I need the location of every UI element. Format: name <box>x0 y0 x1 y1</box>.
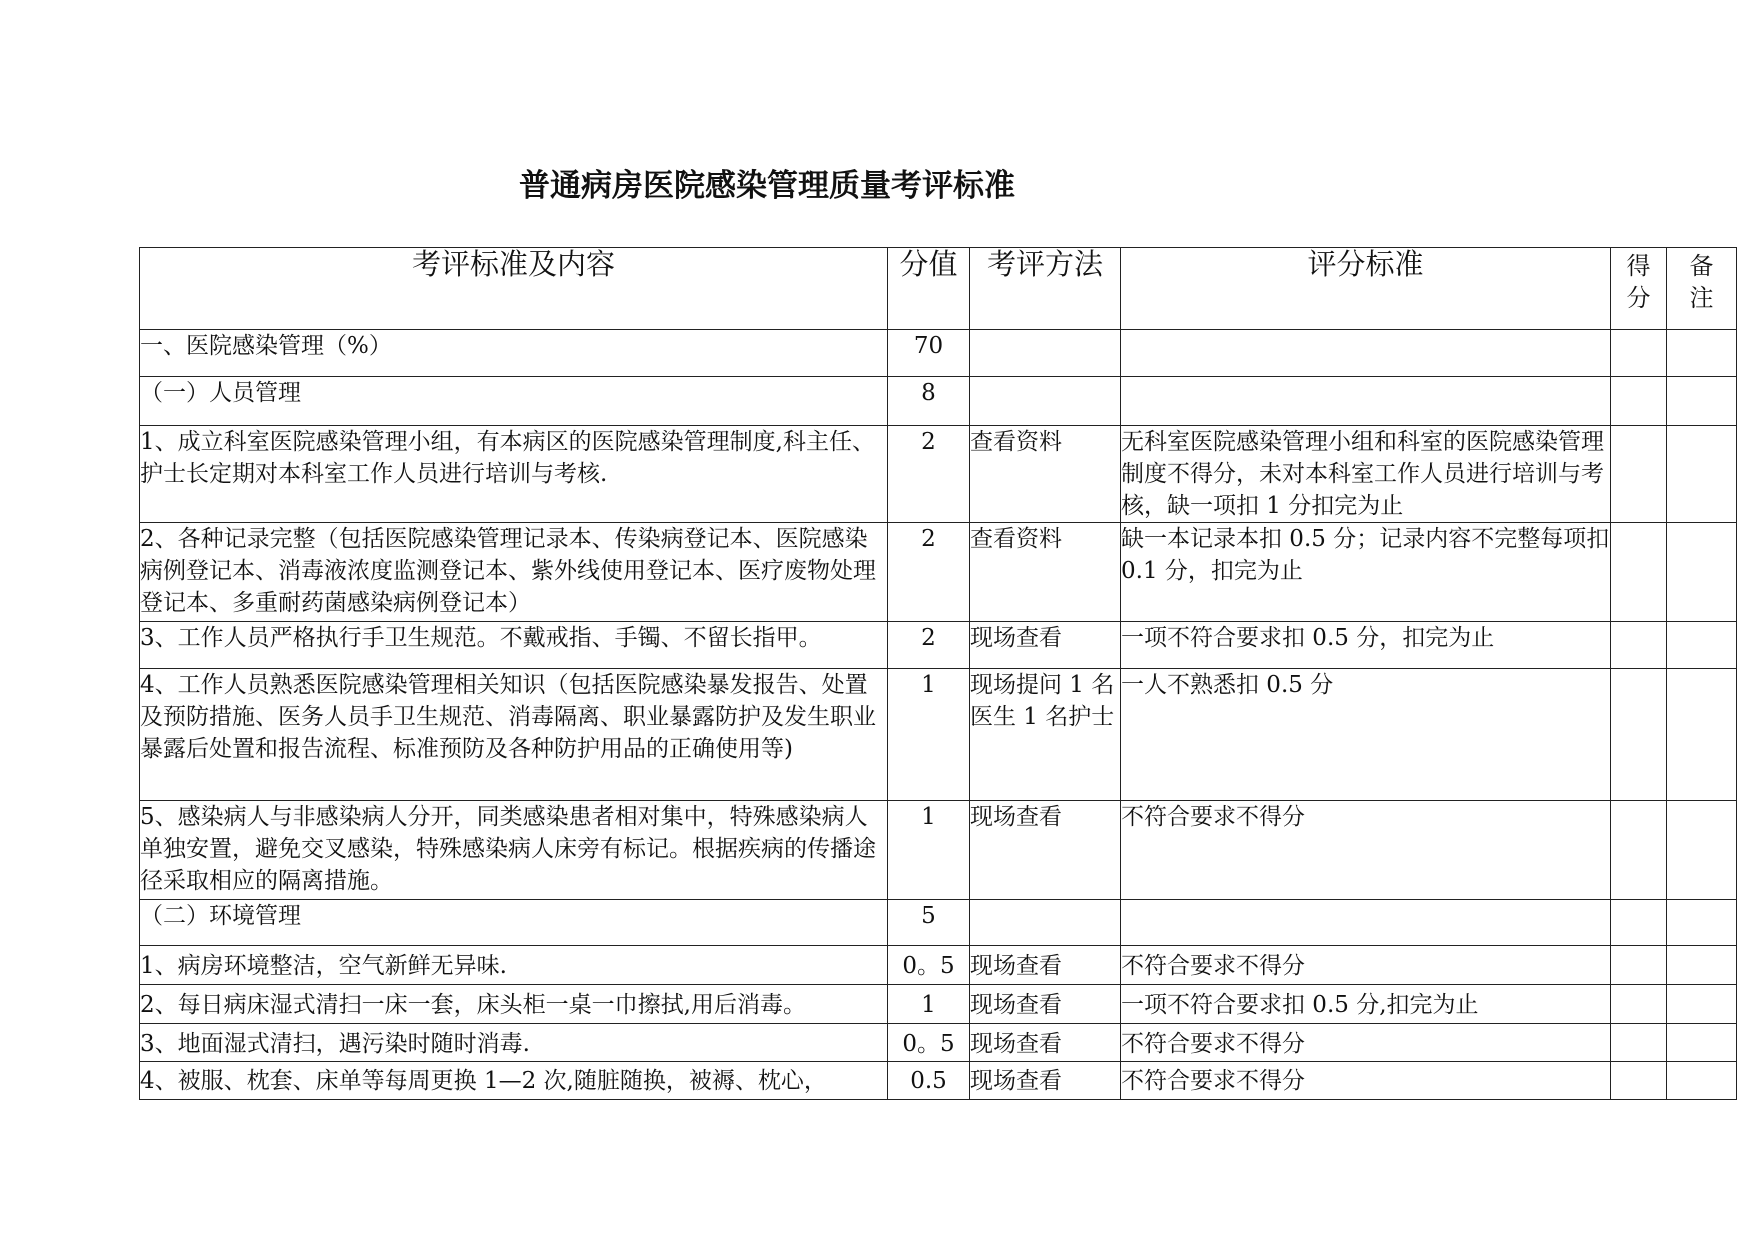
row-score: 70 <box>888 330 970 377</box>
header-criteria: 评分标准 <box>1121 248 1611 330</box>
header-note: 备注 <box>1667 248 1737 330</box>
row-score: 2 <box>888 523 970 622</box>
row-method: 现场查看 <box>970 985 1121 1024</box>
row-criteria: 一项不符合要求扣 0.5 分,扣完为止 <box>1121 985 1611 1024</box>
table-row <box>140 985 1737 1024</box>
row-got-cell <box>1611 330 1667 377</box>
row-note-cell <box>1667 669 1737 801</box>
row-criteria <box>1121 377 1611 426</box>
row-method: 现场提问 1 名医生 1 名护士 <box>970 669 1121 801</box>
row-note-cell <box>1667 426 1737 523</box>
row-criteria: 不符合要求不得分 <box>1121 801 1611 900</box>
row-content: （一）人员管理 <box>140 377 888 426</box>
table-row <box>140 377 1737 426</box>
row-score: 0。5 <box>888 1024 970 1062</box>
row-note-cell <box>1667 900 1737 946</box>
row-score: 1 <box>888 985 970 1024</box>
row-note-cell <box>1667 622 1737 669</box>
row-got-cell <box>1611 1024 1667 1062</box>
table-row <box>140 523 1737 622</box>
row-method <box>970 377 1121 426</box>
table-row <box>140 426 1737 523</box>
row-score: 1 <box>888 801 970 900</box>
row-content: 一、医院感染管理（%） <box>140 330 888 377</box>
row-score: 0。5 <box>888 946 970 985</box>
table-row <box>140 1024 1737 1062</box>
row-criteria: 无科室医院感染管理小组和科室的医院感染管理制度不得分，未对本科室工作人员进行培训与考核，缺一项扣 1 分扣完为止 <box>1121 426 1611 523</box>
row-criteria: 一项不符合要求扣 0.5 分，扣完为止 <box>1121 622 1611 669</box>
row-got-cell <box>1611 900 1667 946</box>
row-note-cell <box>1667 1024 1737 1062</box>
row-method: 现场查看 <box>970 946 1121 985</box>
row-content: 1、病房环境整洁，空气新鲜无异味. <box>140 946 888 985</box>
row-criteria: 缺一本记录本扣 0.5 分；记录内容不完整每项扣 0.1 分，扣完为止 <box>1121 523 1611 622</box>
row-got-cell <box>1611 801 1667 900</box>
row-got-cell <box>1611 669 1667 801</box>
row-score: 0.5 <box>888 1062 970 1100</box>
row-score: 2 <box>888 622 970 669</box>
row-method: 现场查看 <box>970 1024 1121 1062</box>
row-criteria <box>1121 900 1611 946</box>
row-got-cell <box>1611 377 1667 426</box>
table-row <box>140 801 1737 900</box>
row-note-cell <box>1667 377 1737 426</box>
row-method: 查看资料 <box>970 523 1121 622</box>
table-row <box>140 946 1737 985</box>
row-score: 5 <box>888 900 970 946</box>
table-row <box>140 622 1737 669</box>
row-criteria: 不符合要求不得分 <box>1121 1024 1611 1062</box>
row-content: 3、地面湿式清扫，遇污染时随时消毒. <box>140 1024 888 1062</box>
table-row <box>140 330 1737 377</box>
header-score: 分值 <box>888 248 970 330</box>
row-note-cell <box>1667 330 1737 377</box>
table-row <box>140 1062 1737 1100</box>
row-score: 2 <box>888 426 970 523</box>
row-score: 1 <box>888 669 970 801</box>
row-content: （二）环境管理 <box>140 900 888 946</box>
row-got-cell <box>1611 985 1667 1024</box>
row-content: 1、成立科室医院感染管理小组，有本病区的医院感染管理制度,科主任、护士长定期对本科室工作人员进行培训与考核. <box>140 426 888 523</box>
row-content: 4、工作人员熟悉医院感染管理相关知识（包括医院感染暴发报告、处置及预防措施、医务人员手卫生规范、消毒隔离、职业暴露防护及发生职业暴露后处置和报告流程、标准预防及各种防护用品的正确使用等) <box>140 669 888 801</box>
row-got-cell <box>1611 622 1667 669</box>
table-row <box>140 669 1737 801</box>
row-got-cell <box>1611 1062 1667 1100</box>
header-method: 考评方法 <box>970 248 1121 330</box>
row-got-cell <box>1611 946 1667 985</box>
row-score: 8 <box>888 377 970 426</box>
row-method: 查看资料 <box>970 426 1121 523</box>
row-got-cell <box>1611 523 1667 622</box>
row-method <box>970 900 1121 946</box>
page-title: 普通病房医院感染管理质量考评标准 <box>519 168 1015 204</box>
row-criteria: 不符合要求不得分 <box>1121 1062 1611 1100</box>
row-method: 现场查看 <box>970 622 1121 669</box>
row-method <box>970 330 1121 377</box>
table-row <box>140 900 1737 946</box>
header-content: 考评标准及内容 <box>140 248 888 330</box>
row-content: 2、各种记录完整（包括医院感染管理记录本、传染病登记本、医院感染病例登记本、消毒液浓度监测登记本、紫外线使用登记本、医疗废物处理登记本、多重耐药菌感染病例登记本） <box>140 523 888 622</box>
row-note-cell <box>1667 1062 1737 1100</box>
table-header-row <box>140 248 1737 330</box>
row-note-cell <box>1667 985 1737 1024</box>
row-content: 5、感染病人与非感染病人分开，同类感染患者相对集中，特殊感染病人单独安置，避免交叉感染，特殊感染病人床旁有标记。根据疾病的传播途径采取相应的隔离措施。 <box>140 801 888 900</box>
row-note-cell <box>1667 946 1737 985</box>
row-got-cell <box>1611 426 1667 523</box>
row-content: 2、每日病床湿式清扫一床一套，床头柜一桌一巾擦拭,用后消毒。 <box>140 985 888 1024</box>
row-method: 现场查看 <box>970 801 1121 900</box>
row-criteria: 一人不熟悉扣 0.5 分 <box>1121 669 1611 801</box>
row-criteria <box>1121 330 1611 377</box>
row-criteria: 不符合要求不得分 <box>1121 946 1611 985</box>
row-method: 现场查看 <box>970 1062 1121 1100</box>
row-note-cell <box>1667 801 1737 900</box>
row-note-cell <box>1667 523 1737 622</box>
row-content: 3、工作人员严格执行手卫生规范。不戴戒指、手镯、不留长指甲。 <box>140 622 888 669</box>
row-content: 4、被服、枕套、床单等每周更换 1—2 次,随脏随换，被褥、枕心， <box>140 1062 888 1100</box>
header-got: 得分 <box>1611 248 1667 330</box>
evaluation-table <box>139 247 1737 1100</box>
